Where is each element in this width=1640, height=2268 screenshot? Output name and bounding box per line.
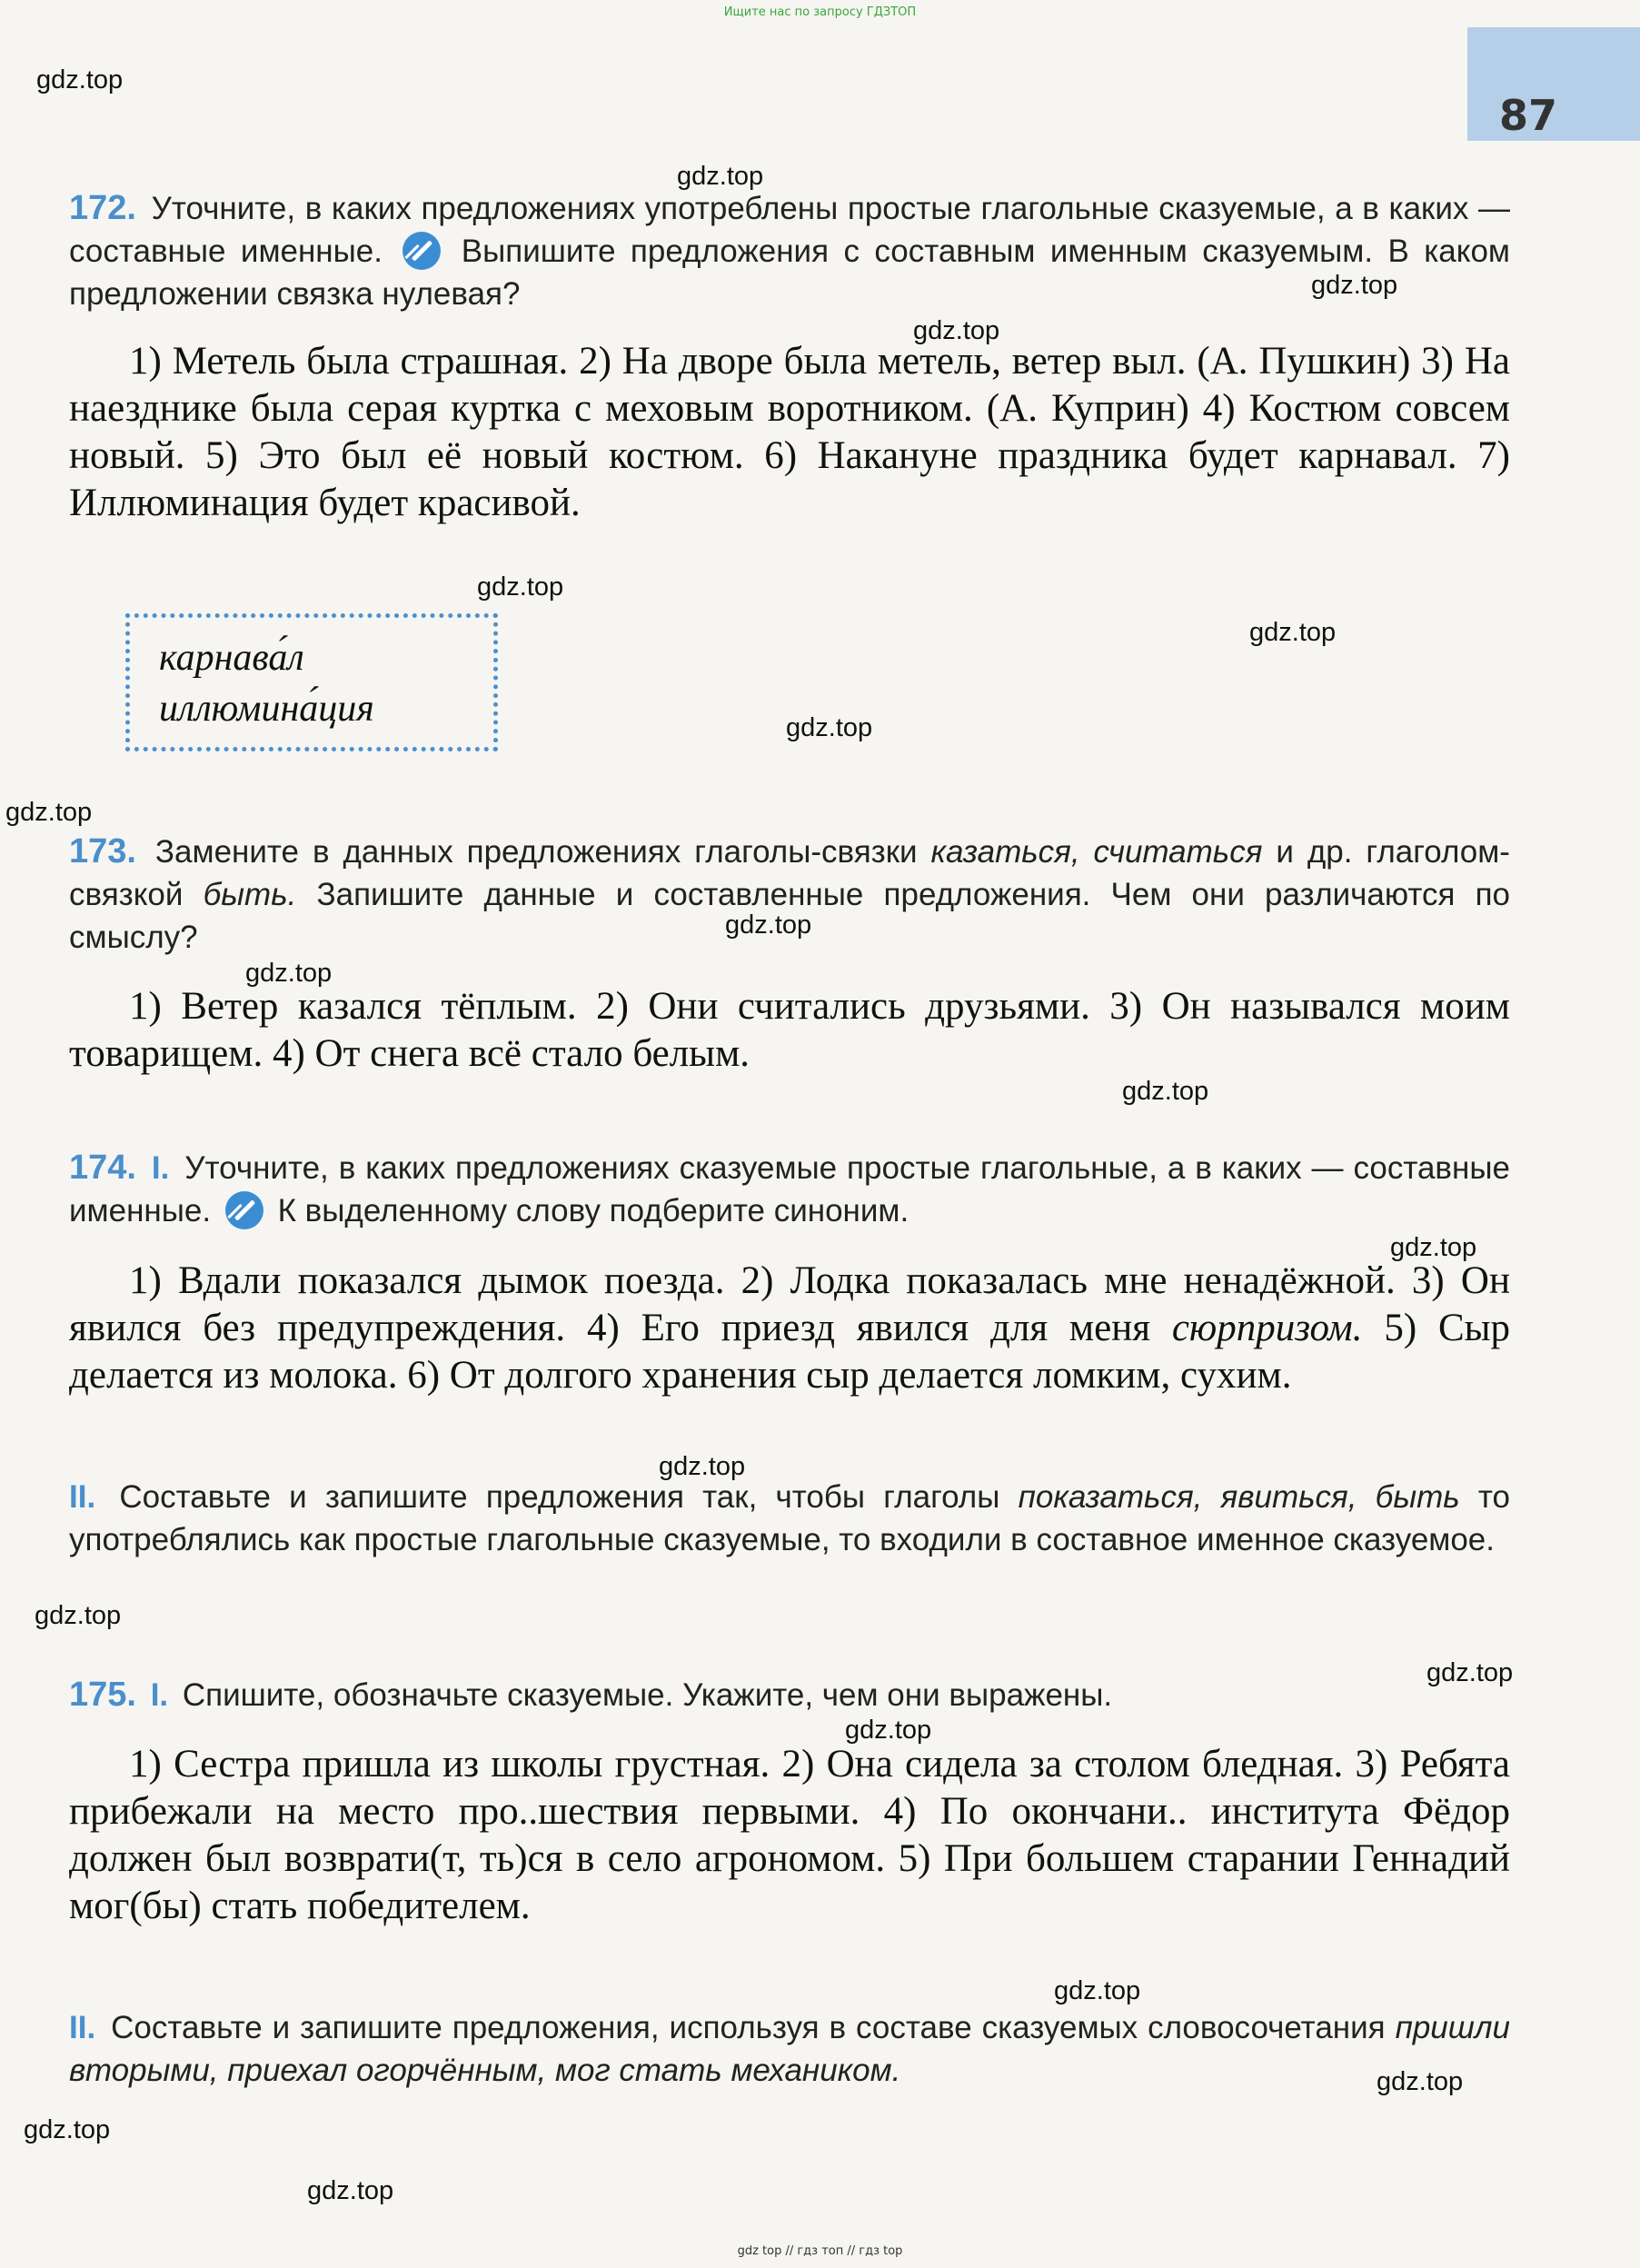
task-173-instruction <box>69 831 1510 959</box>
instruction-text: Спишите, обозначьте сказуемые. Укажите, чем они выражены. <box>182 1677 1113 1713</box>
watermark: gdz.top <box>36 65 124 94</box>
task-175-part-2 <box>69 2006 1510 2092</box>
part-marker: II. <box>69 1479 96 1515</box>
task-172-example <box>69 338 1510 527</box>
part-marker: I. <box>150 1677 169 1713</box>
watermark: gdz.top <box>1249 618 1337 647</box>
watermark: gdz.top <box>245 959 333 988</box>
instruction-text: Составьте и запишите предложения, используя в составе сказуемых словосочетания <box>111 2010 1386 2045</box>
vocabulary-word: карнава́л <box>159 637 304 679</box>
part-marker: I. <box>151 1150 170 1186</box>
instruction-text: Выпишите предложения с составным именным сказуемым. В каком предложении связка нулевая? <box>69 234 1510 312</box>
italic-term: пришли вторыми, приехал огорчённым, мог стать механиком. <box>69 2010 1511 2088</box>
italic-term: быть. <box>203 877 297 912</box>
watermark: gdz.top <box>913 316 1000 345</box>
task-number: 175. <box>69 1676 136 1714</box>
italic-term: показаться, явиться, быть <box>1018 1479 1460 1515</box>
watermark: gdz.top <box>725 910 812 940</box>
example-part: 1) Вдали показался дымок поезда. 2) Лодка показалась мне ненадёжной. 3) Он явился без предупреждения. 4) Его приезд явился для меня <box>69 1259 1510 1349</box>
task-number: 173. <box>69 832 136 870</box>
instruction-text: то употреблялись как простые глагольные сказуемые, то входили в составное именное сказуемое. <box>69 1479 1510 1557</box>
example-text <box>69 1258 1510 1399</box>
instruction-text: Уточните, в каких предложениях сказуемые простые глагольные, а в каких — составные именные. <box>69 1150 1510 1228</box>
task-172-instruction <box>69 187 1510 315</box>
watermark: gdz.top <box>1377 2067 1464 2096</box>
task-174-example <box>69 1258 1510 1399</box>
watermark: gdz.top <box>659 1452 746 1481</box>
page-number: 87 <box>1499 91 1558 140</box>
watermark: gdz.top <box>1390 1233 1477 1262</box>
instruction-text: Уточните, в каких предложениях употреблены простые глагольные сказуемые, а в каких — составные именные. <box>69 191 1511 269</box>
watermark: gdz.top <box>477 572 564 602</box>
task-number: 172. <box>69 189 136 227</box>
task-173-example <box>69 983 1510 1078</box>
task-174-instruction <box>69 1147 1510 1232</box>
task-174-part-2 <box>69 1476 1510 1561</box>
watermark: gdz.top <box>307 2176 394 2205</box>
watermark: gdz.top <box>1311 271 1398 300</box>
highlighted-word: сюрпризом. <box>1171 1307 1363 1349</box>
example-text: 1) Метель была страшная. 2) На дворе была метель, ветер выл. (А. Пушкин) 3) На наезднике была серая куртка с меховым воротником. (А. Куприн) 4) Костюм совсем новый. 5) Это был её новый костюм. 6) Накануне праздника будет карнавал. 7) Иллюминация будет красивой. <box>69 340 1510 524</box>
watermark: gdz.top <box>5 798 93 827</box>
watermark: gdz.top <box>845 1716 932 1745</box>
example-part: 5) Сыр делается из молока. 6) От долгого хранения сыр делается ломким, сухим. <box>69 1307 1511 1397</box>
pencil-icon <box>403 232 441 270</box>
task-175-example <box>69 1741 1510 1930</box>
instruction-text: Запишите данные и составленные предложения. Чем они различаются по смыслу? <box>69 877 1511 955</box>
pencil-icon <box>225 1191 263 1229</box>
task-number: 174. <box>69 1149 136 1187</box>
watermark: gdz.top <box>1122 1077 1209 1106</box>
vocabulary-box <box>125 613 498 751</box>
example-text: 1) Сестра пришла из школы грустная. 2) Она сидела за столом бледная. 3) Ребята прибежали на место про..шествия первыми. 4) По окончани.. института Фёдор должен был возврати(т, ть)ся в село агрономом. 5) При большем старании Геннадий мог(бы) стать победителем. <box>69 1743 1510 1927</box>
watermark: gdz.top <box>1054 1976 1141 2005</box>
vocabulary-word: иллюмина́ция <box>159 688 374 730</box>
watermark: gdz.top <box>1426 1658 1514 1687</box>
watermark: gdz.top <box>786 713 873 742</box>
watermark: gdz.top <box>677 162 764 191</box>
instruction-text: Составьте и запишите предложения так, чтобы глаголы <box>119 1479 1000 1515</box>
instruction-text: Замените в данных предложениях глаголы-связки <box>154 834 918 870</box>
task-175-instruction <box>69 1674 1510 1716</box>
top-banner: Ищите нас по запросу ГДЗТОП <box>723 5 917 19</box>
watermark: gdz.top <box>35 1601 122 1630</box>
instruction-text: К выделенному слову подберите синоним. <box>277 1193 909 1228</box>
watermark: gdz.top <box>24 2115 111 2144</box>
instruction-text: и др. глаголом-связкой <box>69 834 1510 912</box>
italic-term: казаться, считаться <box>930 834 1263 870</box>
example-text: 1) Ветер казался тёплым. 2) Они считались друзьями. 3) Он назывался моим товарищем. 4) От снега всё стало белым. <box>69 985 1510 1075</box>
bottom-banner: gdz top // гдз топ // гдз top <box>737 2244 903 2258</box>
part-marker: II. <box>69 2010 96 2045</box>
